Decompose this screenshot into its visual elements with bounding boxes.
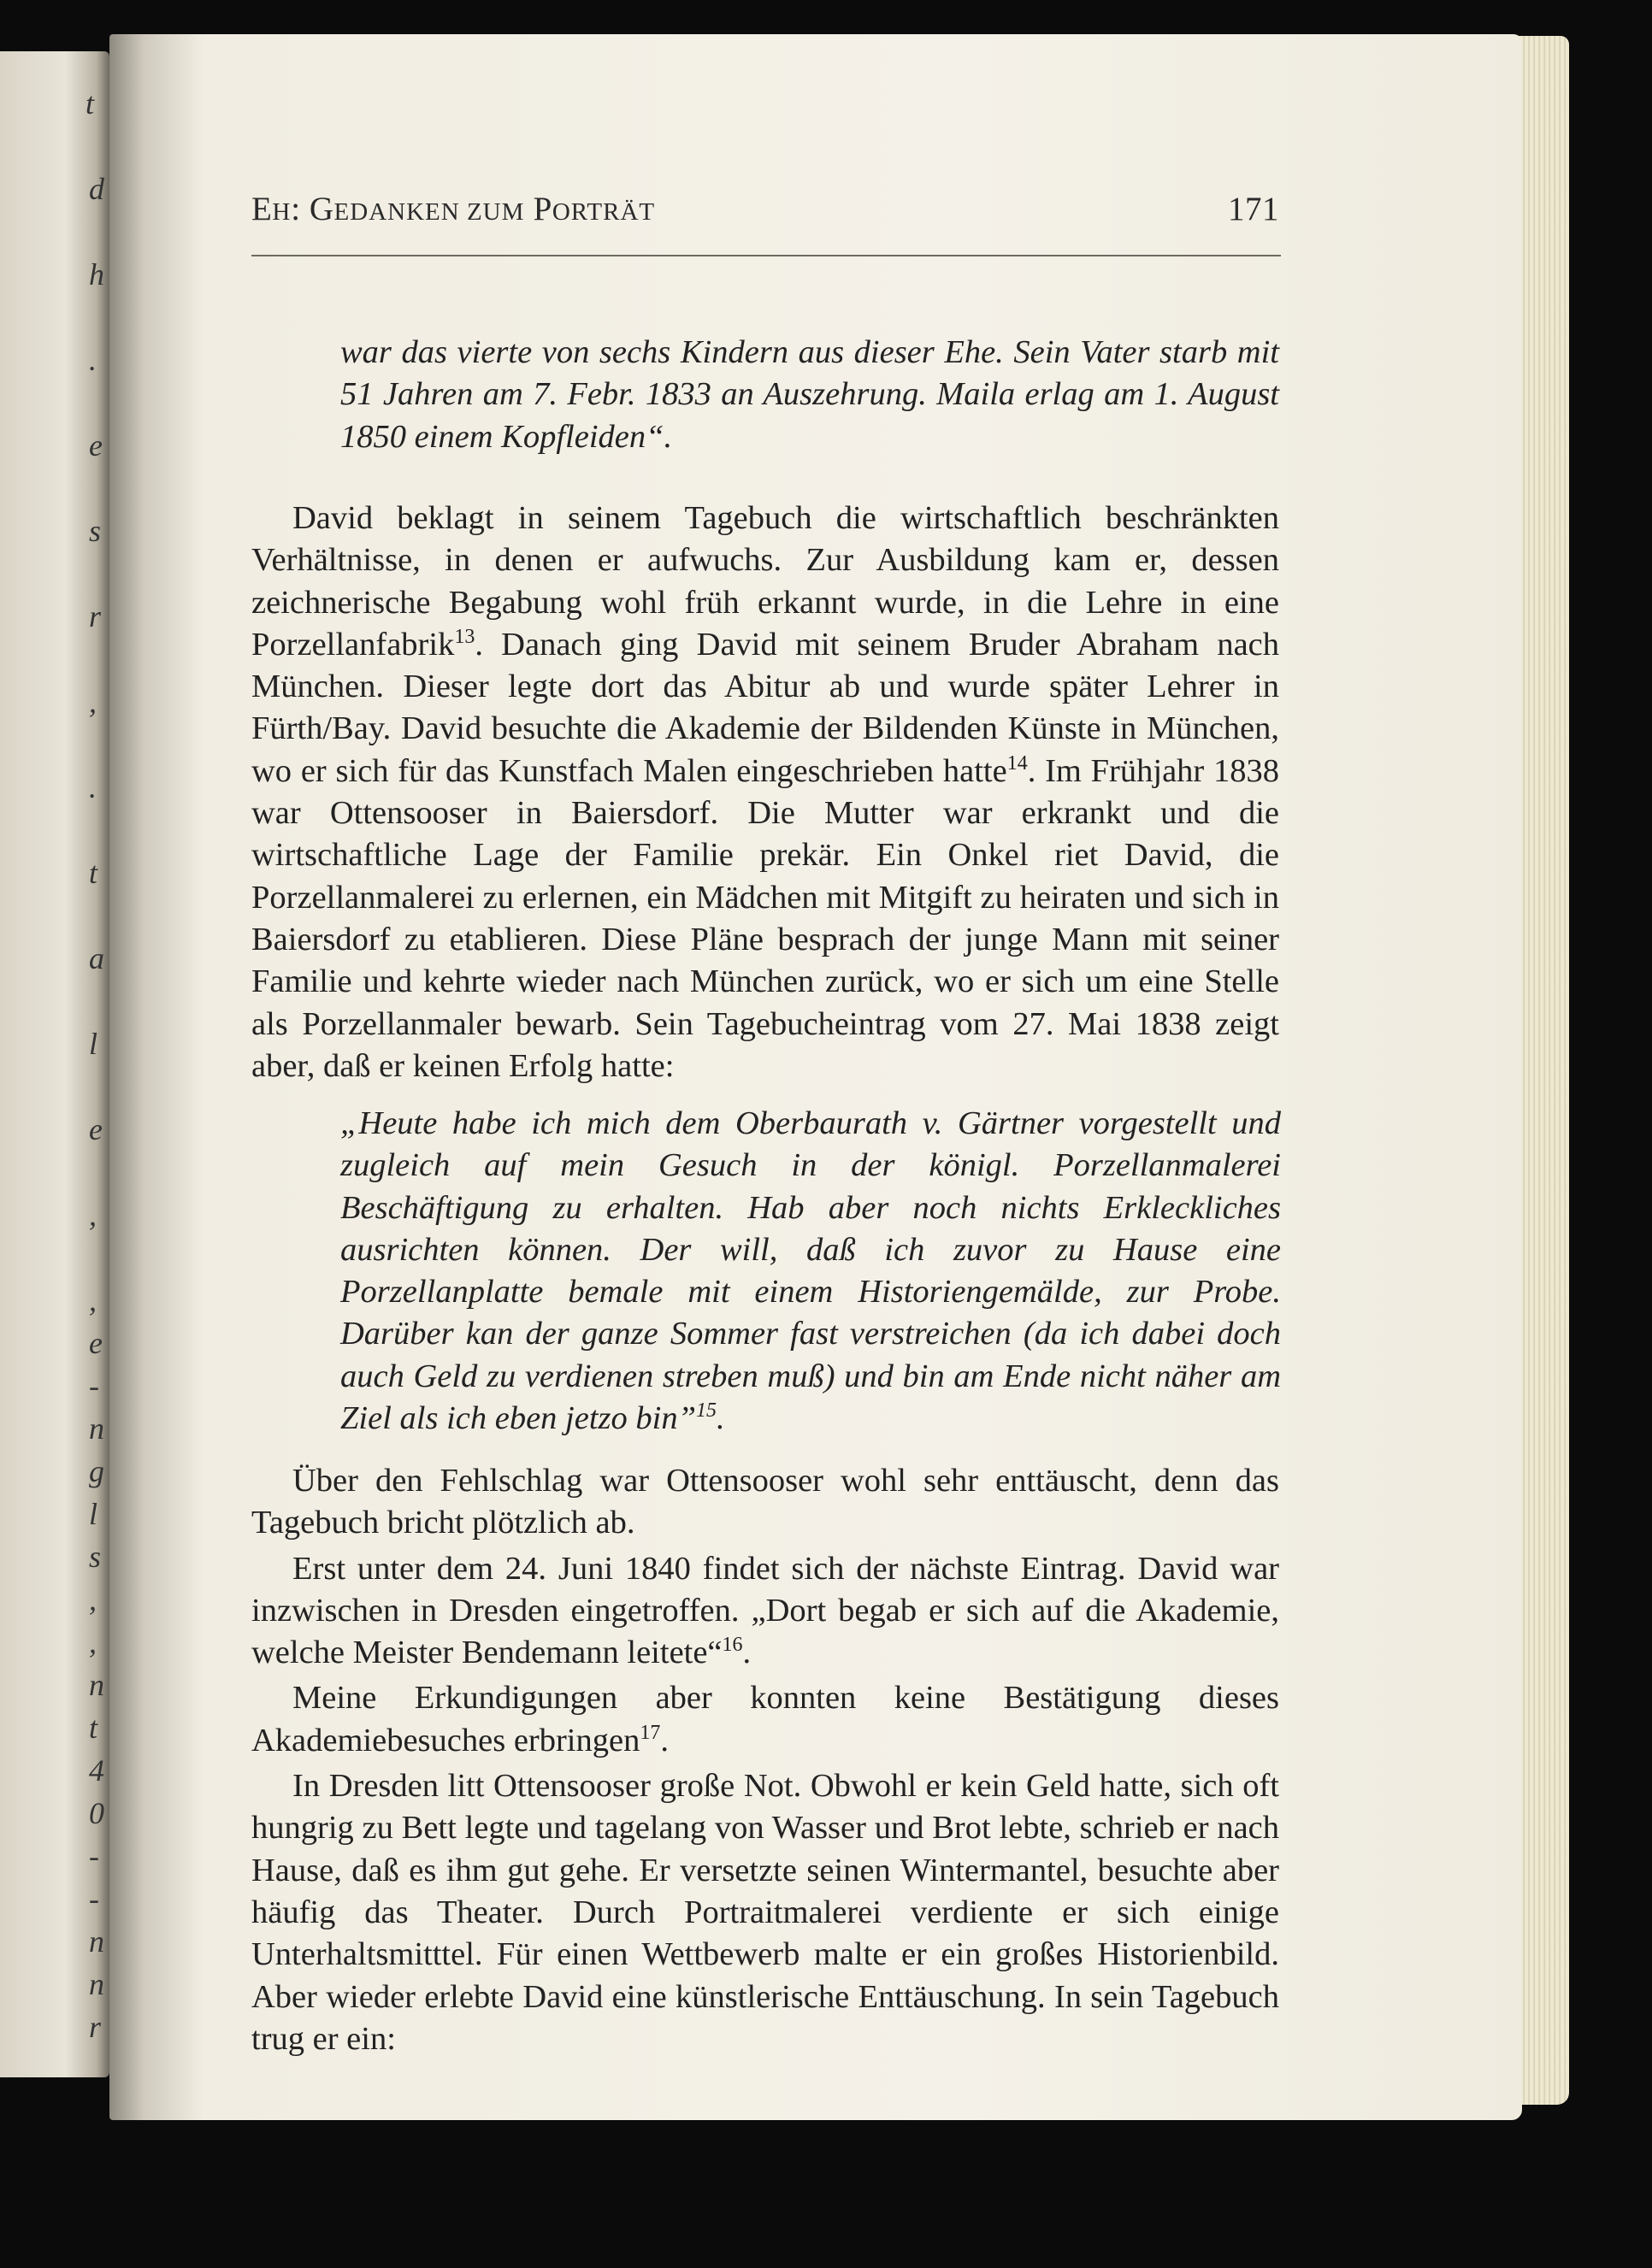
fragment: h: [89, 257, 104, 292]
fragment: t: [89, 1711, 98, 1745]
header-rule: [251, 255, 1281, 256]
paragraph: David beklagt in seinem Tagebuch die wirtschaftlich beschränkten Verhältnisse, in denen er aufwuchs. Zur Ausbildung kam er, dessen zeichnerische Begabung wohl früh erkannt wurde, in die Lehre in eine Porzellanfabrik$^{13}$. Danach ging David mit seinem Bruder Abraham nach München. Dieser legte dort das Abitur ab und wurde später Lehrer in Fürth/Bay. David besuchte die Akademie der Bildenden Künste in München, wo er sich für das Kunstfach Malen eingeschrieben hatte$^{14}$. Im Frühjahr 1838 war Ottensooser in Baiersdorf. Die Mutter war erkrankt und die wirtschaftliche Lage der Familie prekär. Ein Onkel riet David, die Porzellanmalerei zu erlernen, ein Mädchen mit Mitgift zu heiraten und sich in Baiersdorf zu etablieren. Diese Pläne besprach der junge Mann mit seiner Familie und kehrte wieder nach München zurück, wo er sich um eine Stelle als Porzellanmaler bewarb. Sein Tagebucheintrag vom 27. Mai 1838 zeigt aber, daß er keinen Erfolg hatte:: [251, 500, 1280, 1084]
fragment: g: [89, 1454, 104, 1488]
fragment: ,: [89, 1625, 97, 1659]
fragment: t: [86, 86, 95, 121]
fragment: l: [89, 1497, 98, 1531]
fragment: ,: [89, 1283, 97, 1317]
page-number: 171: [1228, 191, 1279, 227]
quote-block-2: „Heute habe ich mich dem Oberbaurath v. Gärtner vorgestellt und zugleich auf mein Gesuch in der königl. Porzellanmalerei Beschäftigung zu erhalten. Hab aber noch nichts Erkleckliches ausrichten können. Der will, daß ich zuvor zu Hause eine Porzellanplatte bemale mit einem Historiengemälde, zur Probe. Darüber kan der ganze Sommer fast verstreichen (da ich dabei doch auch Geld zu verdienen streben muß) und bin am Ende nicht näher am Ziel als ich eben jetzo bin”$^{15}$.: [340, 1105, 1281, 1437]
fragment: s: [89, 514, 102, 548]
body-paragraphs-2: [251, 1460, 1279, 2060]
fragment: r: [89, 599, 102, 633]
footnote-ref[interactable]: 17: [640, 1721, 661, 1744]
fragment: -: [89, 1369, 99, 1403]
fragment: 4: [89, 1753, 104, 1788]
fragment: ,: [89, 685, 97, 719]
fragment: l: [89, 1027, 98, 1061]
body-paragraph-1: [251, 498, 1279, 1087]
fragment: s: [89, 1540, 102, 1574]
quote-text: war das vierte von sechs Kindern aus dieser Ehe. Sein Vater starb mit 51 Jahren am 7. Febr. 1833 an Auszehrung. Maila erlag am 1. August 1850 einem Kopfleiden“.: [340, 334, 1279, 455]
paragraph: Erst unter dem 24. Juni 1840 findet sich der nächste Eintrag. David war inzwischen in Dresden eingetroffen. „Dort begab er sich auf die Akademie, welche Meister Bendemann leitete“$^{16}$.: [251, 1550, 1279, 1671]
fragment: e: [89, 1326, 103, 1360]
fragment: -: [89, 1882, 99, 1916]
fragment: r: [89, 2010, 102, 2044]
fragment: ,: [89, 1582, 97, 1617]
fragment: a: [89, 941, 104, 975]
fragment: .: [89, 343, 97, 377]
footnote-ref[interactable]: 14: [1006, 751, 1028, 775]
quote-block-top: [340, 332, 1279, 458]
fragment: d: [89, 172, 104, 206]
fragment: e: [89, 428, 103, 462]
footnote-ref[interactable]: 16: [722, 1634, 743, 1657]
running-title: EH: GEDANKEN ZUM PORTRÄT: [251, 191, 656, 227]
left-page-fragments: [0, 51, 109, 2077]
fragment: 0: [89, 1796, 104, 1830]
fragment: t: [89, 856, 98, 890]
paragraph: Über den Fehlschlag war Ottensooser wohl sehr enttäuscht, denn das Tagebuch bricht plötzlich ab.: [251, 1463, 1279, 1541]
left-page-edge: [0, 51, 109, 2077]
fragment: .: [89, 770, 97, 804]
fragment: n: [89, 1668, 104, 1702]
fragment: e: [89, 1112, 103, 1146]
fragment: n: [89, 1967, 104, 2001]
paragraph: In Dresden litt Ottensooser große Not. Obwohl er kein Geld hatte, sich oft hungrig zu Bett legte und tagelang von Wasser und Brot lebte, schrieb er nach Hause, daß es ihm gut gehe. Er versetzte seinen Wintermantel, besuchte aber häufig das Theater. Durch Portraitmalerei verdiente er sich einige Unterhaltsmitttel. Für einen Wettbewerb malte er ein großes Historienbild. Aber wieder erlebte David eine künstlerische Enttäuschung. In sein Tagebuch trug er ein:: [251, 1768, 1279, 2057]
paragraph: Meine Erkundigungen aber konnten keine Bestätigung dieses Akademiebesuches erbringen$^{17}$.: [251, 1680, 1279, 1758]
fragment: n: [89, 1924, 104, 1959]
footnote-ref[interactable]: 13: [454, 626, 475, 649]
fragment: ,: [89, 1198, 97, 1232]
quote-text: „Heute habe ich mich dem Oberbaurath v. Gärtner vorgestellt und zugleich auf mein Gesuch in der königl. Porzellanmalerei Beschäftigung zu erhalten. Hab aber noch nichts Erkleckliches ausrichten können. Der will, daß ich zuvor zu Hause eine Porzellanplatte bemale mit einem Historiengemälde, zur Probe. Darüber kan der ganze Sommer fast verstreichen (da ich dabei doch auch Geld zu verdienen streben muß) und bin am Ende nicht näher am Ziel als ich eben jetzo bin”: [340, 1105, 1281, 1437]
footnote-ref[interactable]: 15: [695, 1399, 717, 1423]
fragment: n: [89, 1411, 104, 1446]
fragment: -: [89, 1839, 99, 1873]
